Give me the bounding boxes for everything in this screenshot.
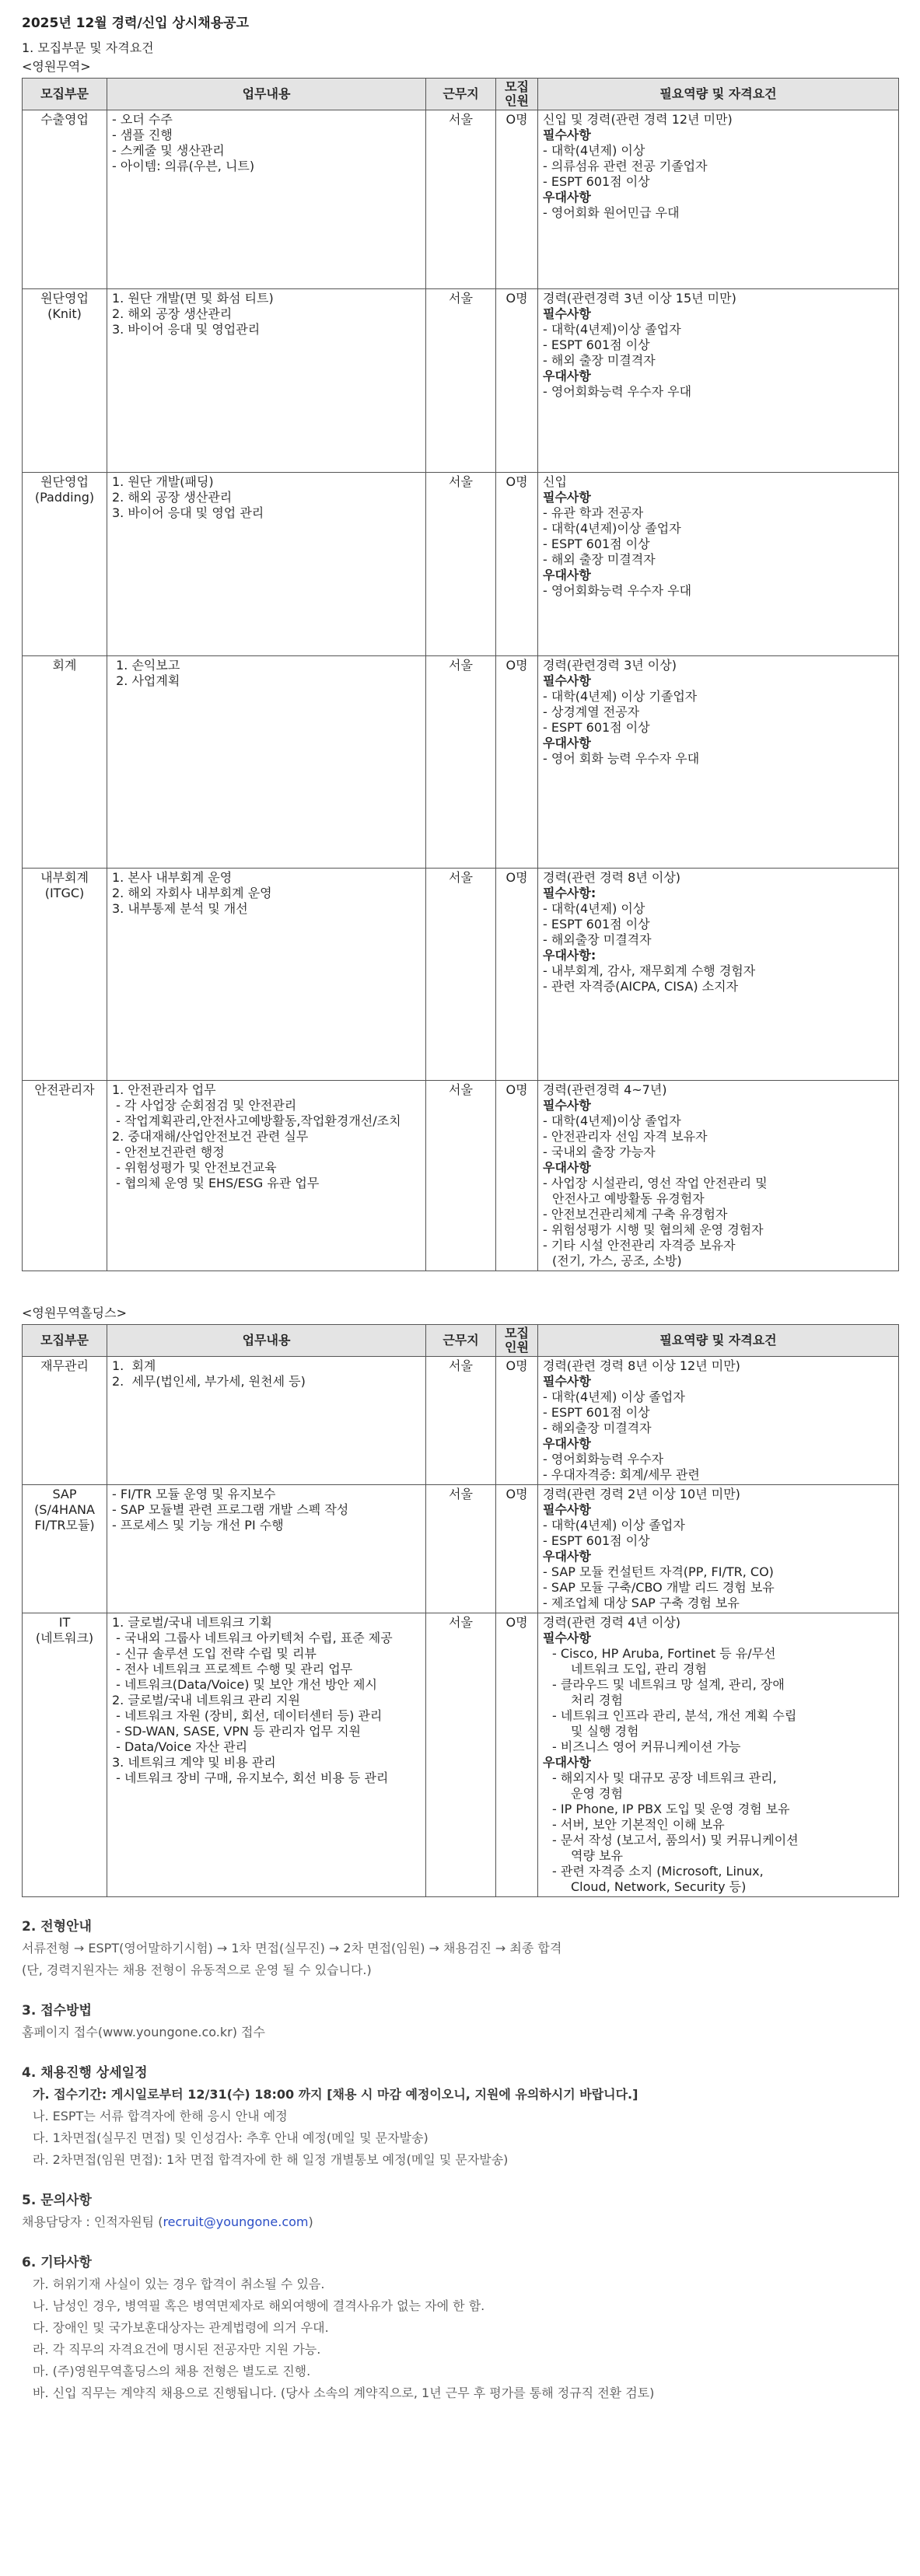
duty-item: 2. 중대재해/산업안전보건 관련 실무: [112, 1129, 309, 1144]
requirements-list: [543, 1615, 894, 1895]
section-line: [22, 2382, 898, 2404]
requirement-heading: 우대사항: [543, 1755, 591, 1770]
duty-item: 2. 해외 공장 생산관리: [112, 306, 233, 321]
requirement-item: - 서버, 보안 기본적인 이해 보유: [552, 1817, 725, 1832]
requirement-item: 경력(관련경력 4~7년): [543, 1082, 667, 1097]
requirement-heading: 필수사항: [543, 1502, 591, 1517]
section-line: [22, 2361, 898, 2382]
header-requirements: 필요역량 및 자격요건: [538, 79, 899, 110]
duty-item: 3. 바이어 응대 및 영업 관리: [112, 505, 264, 520]
info-section: [22, 1916, 898, 1981]
requirement-item: - 클라우드 및 네트워크 망 설계, 관리, 장애: [552, 1677, 785, 1692]
header-duties: 업무내용: [107, 79, 426, 110]
section-line: [22, 2127, 898, 2149]
requirement-heading: 필수사항: [543, 1374, 591, 1389]
requirement-item: - 대학(4년제) 이상: [543, 901, 645, 916]
section-line: [22, 2274, 898, 2295]
duty-item: 1. 안전관리자 업무: [112, 1082, 216, 1097]
duties-cell: [107, 1357, 426, 1485]
duty-item: - 각 사업장 순회점검 및 안전관리: [112, 1098, 297, 1113]
section-line: [22, 2084, 898, 2106]
requirement-item: - 기타 시설 안전관리 자격증 보유자: [543, 1238, 736, 1253]
duty-item: - FI/TR 모듈 운영 및 유지보수: [112, 1487, 276, 1501]
requirement-item: - 해외출장 미결격자: [543, 932, 652, 947]
requirement-item: - 관련 자격증(AICPA, CISA) 소지자: [543, 979, 739, 994]
requirements-cell: [538, 1357, 899, 1485]
table-row: [23, 289, 899, 473]
requirement-item: 역량 보유: [571, 1848, 623, 1863]
page-title: 2025년 12월 경력/신입 상시채용공고: [22, 16, 249, 31]
headcount-cell: O명: [496, 473, 538, 656]
requirements-list: [543, 474, 894, 599]
duty-item: - 협의체 운영 및 EHS/ESG 유관 업무: [112, 1176, 320, 1190]
requirements-cell: [538, 1081, 899, 1271]
requirement-item: 신입 및 경력(관련 경력 12년 미만): [543, 112, 733, 127]
requirement-item: - 유관 학과 전공자: [543, 505, 644, 520]
location-cell: 서울: [426, 473, 496, 656]
location-cell: 서울: [426, 289, 496, 473]
requirement-item: 경력(관련 경력 2년 이상 10년 미만): [543, 1487, 740, 1501]
requirement-item: - 사업장 시설관리, 영선 작업 안전관리 및: [543, 1176, 768, 1190]
requirement-item: 경력(관련경력 3년 이상): [543, 658, 677, 673]
section-text: 나. ESPT는 서류 합격자에 한해 응시 안내 예정: [33, 2109, 288, 2123]
header-count: 모집 인원: [496, 79, 538, 110]
requirements-cell: [538, 1613, 899, 1897]
requirement-item: 경력(관련 경력 8년 이상): [543, 870, 681, 885]
requirement-item: - ESPT 601점 이상: [543, 537, 650, 551]
headcount-cell: O명: [496, 1081, 538, 1271]
company-label-youngone-holdings: <영원무역홀딩스>: [22, 1305, 128, 1320]
recruit-table-youngone: [22, 78, 899, 1271]
section-text: 다. 1차면접(실무진 면접) 및 인성검사: 추후 안내 예정(메일 및 문자발송): [33, 2130, 429, 2145]
requirement-item: - 대학(4년제)이상 졸업자: [543, 1113, 681, 1128]
requirement-item: - 안전보건관리체계 구축 유경험자: [543, 1207, 728, 1222]
requirement-item: 및 실행 경험: [571, 1724, 639, 1739]
dept-cell: 내부회계 (ITGC): [23, 869, 107, 1081]
location-cell: 서울: [426, 869, 496, 1081]
requirement-item: - 문서 작성 (보고서, 품의서) 및 커뮤니케이션: [552, 1833, 799, 1847]
section-line: [22, 2149, 898, 2171]
dept-cell: 안전관리자: [23, 1081, 107, 1271]
company-label-youngone: <영원무역>: [22, 59, 91, 74]
requirement-item: - 영어 회화 능력 우수자 우대: [543, 751, 700, 766]
duty-item: - 프로세스 및 기능 개선 PI 수행: [112, 1518, 284, 1533]
requirement-item: - 영어회화능력 우수자 우대: [543, 384, 692, 399]
requirements-cell: [538, 110, 899, 289]
requirement-heading: 우대사항: [543, 369, 591, 383]
requirement-heading: 필수사항: [543, 128, 591, 142]
requirements-list: [543, 658, 894, 767]
duty-item: - SAP 모듈별 관련 프로그램 개발 스펙 작성: [112, 1502, 349, 1517]
requirement-item: - ESPT 601점 이상: [543, 720, 650, 735]
location-cell: 서울: [426, 656, 496, 869]
duties-cell: [107, 1485, 426, 1613]
duties-list: [112, 1487, 421, 1533]
duties-cell: [107, 289, 426, 473]
requirement-item: - IP Phone, IP PBX 도입 및 운영 경험 보유: [552, 1802, 790, 1816]
requirement-item: 경력(관련경력 3년 이상 15년 미만): [543, 291, 736, 306]
requirement-item: - 상경계열 전공자: [543, 704, 640, 719]
requirement-heading: 우대사항: [543, 568, 591, 582]
requirement-heading: 필수사항: [543, 1631, 591, 1645]
requirements-list: [543, 112, 894, 221]
table-header-row: [23, 79, 899, 110]
requirements-cell: [538, 289, 899, 473]
duty-item: 2. 사업계획: [112, 673, 180, 688]
info-sections: [22, 1916, 898, 2404]
duty-item: 2. 해외 자회사 내부회계 운영: [112, 886, 272, 900]
header-dept: 모집부문: [23, 1325, 107, 1357]
requirement-item: 네트워크 도입, 관리 경험: [571, 1662, 707, 1676]
duty-item: - 스케줄 및 생산관리: [112, 143, 225, 158]
duty-item: 1. 글로벌/국내 네트워크 기획: [112, 1615, 272, 1630]
dept-cell: 원단영업 (Knit): [23, 289, 107, 473]
requirement-item: - 영어회화능력 우수자 우대: [543, 583, 692, 598]
contact-email-link[interactable]: recruit@youngone.com: [163, 2214, 309, 2229]
requirement-item: 안전사고 예방활동 유경험자: [552, 1191, 705, 1206]
section-line: [22, 2022, 898, 2043]
section-text: 라. 각 직무의 자격요건에 명시된 전공자만 지원 가능.: [33, 2342, 321, 2357]
requirement-item: - 대학(4년제) 이상 졸업자: [543, 1389, 685, 1404]
header-location: 근무지: [426, 79, 496, 110]
table-row: [23, 473, 899, 656]
duty-item: - 네트워크 장비 구매, 유지보수, 회선 비용 등 관리: [112, 1770, 389, 1785]
duties-list: [112, 658, 421, 689]
requirement-item: - 해외출장 미결격자: [543, 1421, 652, 1435]
duties-cell: [107, 869, 426, 1081]
duty-item: 1. 회계: [112, 1358, 156, 1373]
section-text: (단, 경력지원자는 채용 전형이 유동적으로 운영 될 수 있습니다.): [22, 1963, 372, 1977]
requirement-heading: 필수사항:: [543, 886, 596, 900]
header-dept: 모집부문: [23, 79, 107, 110]
requirement-item: - SAP 모듈 구축/CBO 개발 리드 경험 보유: [543, 1580, 775, 1595]
duty-item: 2. 해외 공장 생산관리: [112, 490, 233, 505]
location-cell: 서울: [426, 1613, 496, 1897]
section-line: [22, 2295, 898, 2317]
section-line: [22, 1938, 898, 1959]
requirement-item: - 해외지사 및 대규모 공장 네트워크 관리,: [552, 1770, 777, 1785]
requirement-item: - 해외 출장 미결격자: [543, 552, 656, 567]
requirement-heading: 우대사항:: [543, 948, 596, 963]
section-text: 바. 신입 직무는 계약직 채용으로 진행됩니다. (당사 소속의 계약직으로, 1년 근무 후 평가를 통해 정규직 전환 검토): [33, 2386, 655, 2400]
section-1-title: 1. 모집부문 및 자격요건: [22, 40, 154, 55]
section-title: 3. 접수방법: [22, 2003, 92, 2019]
header-location: 근무지: [426, 1325, 496, 1357]
section-line: [22, 2339, 898, 2361]
duties-list: [112, 112, 421, 174]
requirement-item: - 대학(4년제) 이상: [543, 143, 645, 158]
duty-item: - 샘플 진행: [112, 128, 173, 142]
section-text: 다. 장애인 및 국가보훈대상자는 관계법령에 의거 우대.: [33, 2320, 329, 2335]
requirement-item: - Cisco, HP Aruba, Fortinet 등 유/무선: [552, 1646, 776, 1661]
requirements-cell: [538, 869, 899, 1081]
header-count: 모집 인원: [496, 1325, 538, 1357]
requirement-heading: 필수사항: [543, 673, 591, 688]
duties-list: [112, 1615, 421, 1786]
info-section: [22, 2190, 898, 2233]
requirements-list: [543, 1487, 894, 1611]
requirements-list: [543, 870, 894, 994]
requirements-cell: [538, 1485, 899, 1613]
section-text-tail: ): [308, 2214, 313, 2229]
requirement-heading: 우대사항: [543, 736, 591, 750]
requirement-item: - 의류섬유 관련 전공 기졸업자: [543, 159, 708, 173]
requirement-heading: 필수사항: [543, 306, 591, 321]
table-row: [23, 656, 899, 869]
table-row: [23, 1081, 899, 1271]
requirement-item: - ESPT 601점 이상: [543, 1533, 650, 1548]
duty-item: 1. 본사 내부회계 운영: [112, 870, 233, 885]
requirement-item: - 대학(4년제)이상 졸업자: [543, 521, 681, 536]
duties-list: [112, 474, 421, 521]
duties-list: [112, 1082, 421, 1191]
duty-item: - 신규 솔루션 도입 전략 수립 및 리뷰: [112, 1646, 317, 1661]
requirement-item: - ESPT 601점 이상: [543, 337, 650, 352]
dept-cell: SAP (S/4HANA FI/TR모듈): [23, 1485, 107, 1613]
section-text: 가. 접수기간: 게시일로부터 12/31(수) 18:00 까지 [채용 시 마감 예정이오니, 지원에 유의하시기 바랍니다.]: [33, 2087, 638, 2102]
table-header-row: [23, 1325, 899, 1357]
requirement-heading: 필수사항: [543, 490, 591, 505]
duty-item: - 작업계획관리,안전사고예방활동,작업환경개선/조치: [112, 1113, 401, 1128]
requirements-list: [543, 1358, 894, 1483]
requirement-item: - 내부회계, 감사, 재무회계 수행 경험자: [543, 963, 756, 978]
header-duties: 업무내용: [107, 1325, 426, 1357]
duty-item: 3. 바이어 응대 및 영업관리: [112, 322, 261, 337]
section-line: [22, 2317, 898, 2339]
requirement-heading: 필수사항: [543, 1098, 591, 1113]
requirement-item: - 대학(4년제) 이상 졸업자: [543, 1518, 685, 1533]
requirements-cell: [538, 656, 899, 869]
duty-item: - 오더 수주: [112, 112, 173, 127]
info-section: [22, 2000, 898, 2043]
section-text: 마. (주)영원무역홀딩스의 채용 전형은 별도로 진행.: [33, 2364, 311, 2379]
requirement-item: - 영어회화능력 우수자: [543, 1452, 664, 1466]
duty-item: - 안전보건관련 행정: [112, 1145, 225, 1159]
duty-item: 3. 네트워크 계약 및 비용 관리: [112, 1755, 276, 1770]
section-text: 홈페이지 접수(www.youngone.co.kr) 접수: [22, 2025, 265, 2039]
requirement-item: - ESPT 601점 이상: [543, 174, 650, 189]
duty-item: - 전사 네트워크 프로젝트 수행 및 관리 업무: [112, 1662, 353, 1676]
duties-cell: [107, 1081, 426, 1271]
requirement-item: 신입: [543, 474, 567, 489]
dept-cell: 재무관리: [23, 1357, 107, 1485]
requirement-item: - 해외 출장 미결격자: [543, 353, 656, 368]
requirement-item: - 제조업체 대상 SAP 구축 경험 보유: [543, 1596, 740, 1610]
headcount-cell: O명: [496, 110, 538, 289]
requirement-item: - 안전관리자 선임 자격 보유자: [543, 1129, 708, 1144]
location-cell: 서울: [426, 110, 496, 289]
requirement-item: - ESPT 601점 이상: [543, 917, 650, 931]
requirement-item: - 네트워크 인프라 관리, 분석, 개선 계획 수립: [552, 1708, 797, 1723]
duty-item: - 국내외 그룹사 네트워크 아키텍처 수립, 표준 제공: [112, 1631, 393, 1645]
requirement-heading: 우대사항: [543, 1160, 591, 1175]
requirement-item: - 대학(4년제)이상 졸업자: [543, 322, 681, 337]
duty-item: - 네트워크(Data/Voice) 및 보안 개선 방안 제시: [112, 1677, 377, 1692]
duties-cell: [107, 1613, 426, 1897]
table-row: [23, 110, 899, 289]
section-text: 채용담당자 : 인적자원팀 (: [22, 2214, 163, 2229]
requirement-item: (전기, 가스, 공조, 소방): [552, 1253, 682, 1268]
duty-item: 2. 세무(법인세, 부가세, 원천세 등): [112, 1374, 306, 1389]
requirement-heading: 우대사항: [543, 190, 591, 204]
duties-list: [112, 870, 421, 917]
section-title: 4. 채용진행 상세일정: [22, 2065, 148, 2081]
location-cell: 서울: [426, 1357, 496, 1485]
duty-item: - 네트워크 자원 (장비, 회선, 데이터센터 등) 관리: [112, 1708, 383, 1723]
requirement-item: - 대학(4년제) 이상 기졸업자: [543, 689, 698, 704]
dept-cell: 원단영업 (Padding): [23, 473, 107, 656]
headcount-cell: O명: [496, 1485, 538, 1613]
headcount-cell: O명: [496, 1357, 538, 1485]
info-section: [22, 2252, 898, 2404]
requirement-item: - 영어회화 원어민급 우대: [543, 205, 680, 220]
requirement-item: - 우대자격증: 회계/세무 관련: [543, 1467, 700, 1482]
requirement-item: - 관련 자격증 소지 (Microsoft, Linux,: [552, 1864, 764, 1879]
location-cell: 서울: [426, 1081, 496, 1271]
duties-list: [112, 291, 421, 337]
requirement-item: - 위험성평가 시행 및 협의체 운영 경험자: [543, 1222, 764, 1237]
duties-cell: [107, 656, 426, 869]
duty-item: 1. 원단 개발(패딩): [112, 474, 214, 489]
requirement-item: - 국내외 출장 가능자: [543, 1145, 656, 1159]
dept-cell: IT (네트워크): [23, 1613, 107, 1897]
section-title: 6. 기타사항: [22, 2255, 92, 2270]
headcount-cell: O명: [496, 869, 538, 1081]
duty-item: 3. 내부통제 분석 및 개선: [112, 901, 248, 916]
table-row: [23, 869, 899, 1081]
headcount-cell: O명: [496, 1613, 538, 1897]
duties-cell: [107, 473, 426, 656]
requirement-item: Cloud, Network, Security 등): [571, 1879, 747, 1894]
section-line: [22, 1959, 898, 1981]
requirements-list: [543, 291, 894, 400]
section-text: 서류전형 → ESPT(영어말하기시험) → 1차 면접(실무진) → 2차 면접(임원) → 채용검진 → 최종 합격: [22, 1941, 562, 1956]
duty-item: - 위험성평가 및 안전보건교육: [112, 1160, 277, 1175]
duty-item: - SD-WAN, SASE, VPN 등 관리자 업무 지원: [112, 1724, 361, 1739]
table-row: [23, 1357, 899, 1485]
section-text: 나. 남성인 경우, 병역필 혹은 병역면제자로 해외여행에 결격사유가 없는 자에 한 함.: [33, 2298, 485, 2313]
headcount-cell: O명: [496, 656, 538, 869]
duty-item: - 아이템: 의류(우븐, 니트): [112, 159, 255, 173]
section-title: 2. 전형안내: [22, 1919, 92, 1935]
headcount-cell: O명: [496, 289, 538, 473]
section-text: 라. 2차면접(임원 면접): 1차 면접 합격자에 한 해 일정 개별통보 예정(메일 및 문자발송): [33, 2152, 509, 2167]
recruit-table-youngone-holdings: [22, 1324, 899, 1897]
requirement-item: - ESPT 601점 이상: [543, 1405, 650, 1420]
requirements-list: [543, 1082, 894, 1269]
duty-item: - Data/Voice 자산 관리: [112, 1739, 248, 1754]
duties-cell: [107, 110, 426, 289]
dept-cell: 회계: [23, 656, 107, 869]
requirement-item: 경력(관련 경력 8년 이상 12년 미만): [543, 1358, 740, 1373]
info-section: [22, 2062, 898, 2171]
requirement-heading: 우대사항: [543, 1549, 591, 1564]
section-line: [22, 2211, 898, 2233]
requirement-item: 처리 경험: [571, 1693, 623, 1707]
requirements-cell: [538, 473, 899, 656]
duty-item: 2. 글로벌/국내 네트워크 관리 지원: [112, 1693, 300, 1707]
duty-item: 1. 원단 개발(면 및 화섬 티트): [112, 291, 274, 306]
requirement-item: - 비즈니스 영어 커뮤니케이션 가능: [552, 1739, 741, 1754]
requirement-heading: 우대사항: [543, 1436, 591, 1451]
dept-cell: 수출영업: [23, 110, 107, 289]
section-title: 5. 문의사항: [22, 2193, 92, 2208]
duty-item: 1. 손익보고: [112, 658, 180, 673]
requirement-item: 경력(관련 경력 4년 이상): [543, 1615, 681, 1630]
requirement-item: - SAP 모듈 컨설턴트 자격(PP, FI/TR, CO): [543, 1564, 774, 1579]
section-line: [22, 2106, 898, 2127]
header-requirements: 필요역량 및 자격요건: [538, 1325, 899, 1357]
requirement-item: 운영 경험: [571, 1786, 623, 1801]
location-cell: 서울: [426, 1485, 496, 1613]
section-text: 가. 허위기재 사실이 있는 경우 합격이 취소될 수 있음.: [33, 2277, 325, 2291]
table-row: [23, 1613, 899, 1897]
duties-list: [112, 1358, 421, 1389]
table-row: [23, 1485, 899, 1613]
